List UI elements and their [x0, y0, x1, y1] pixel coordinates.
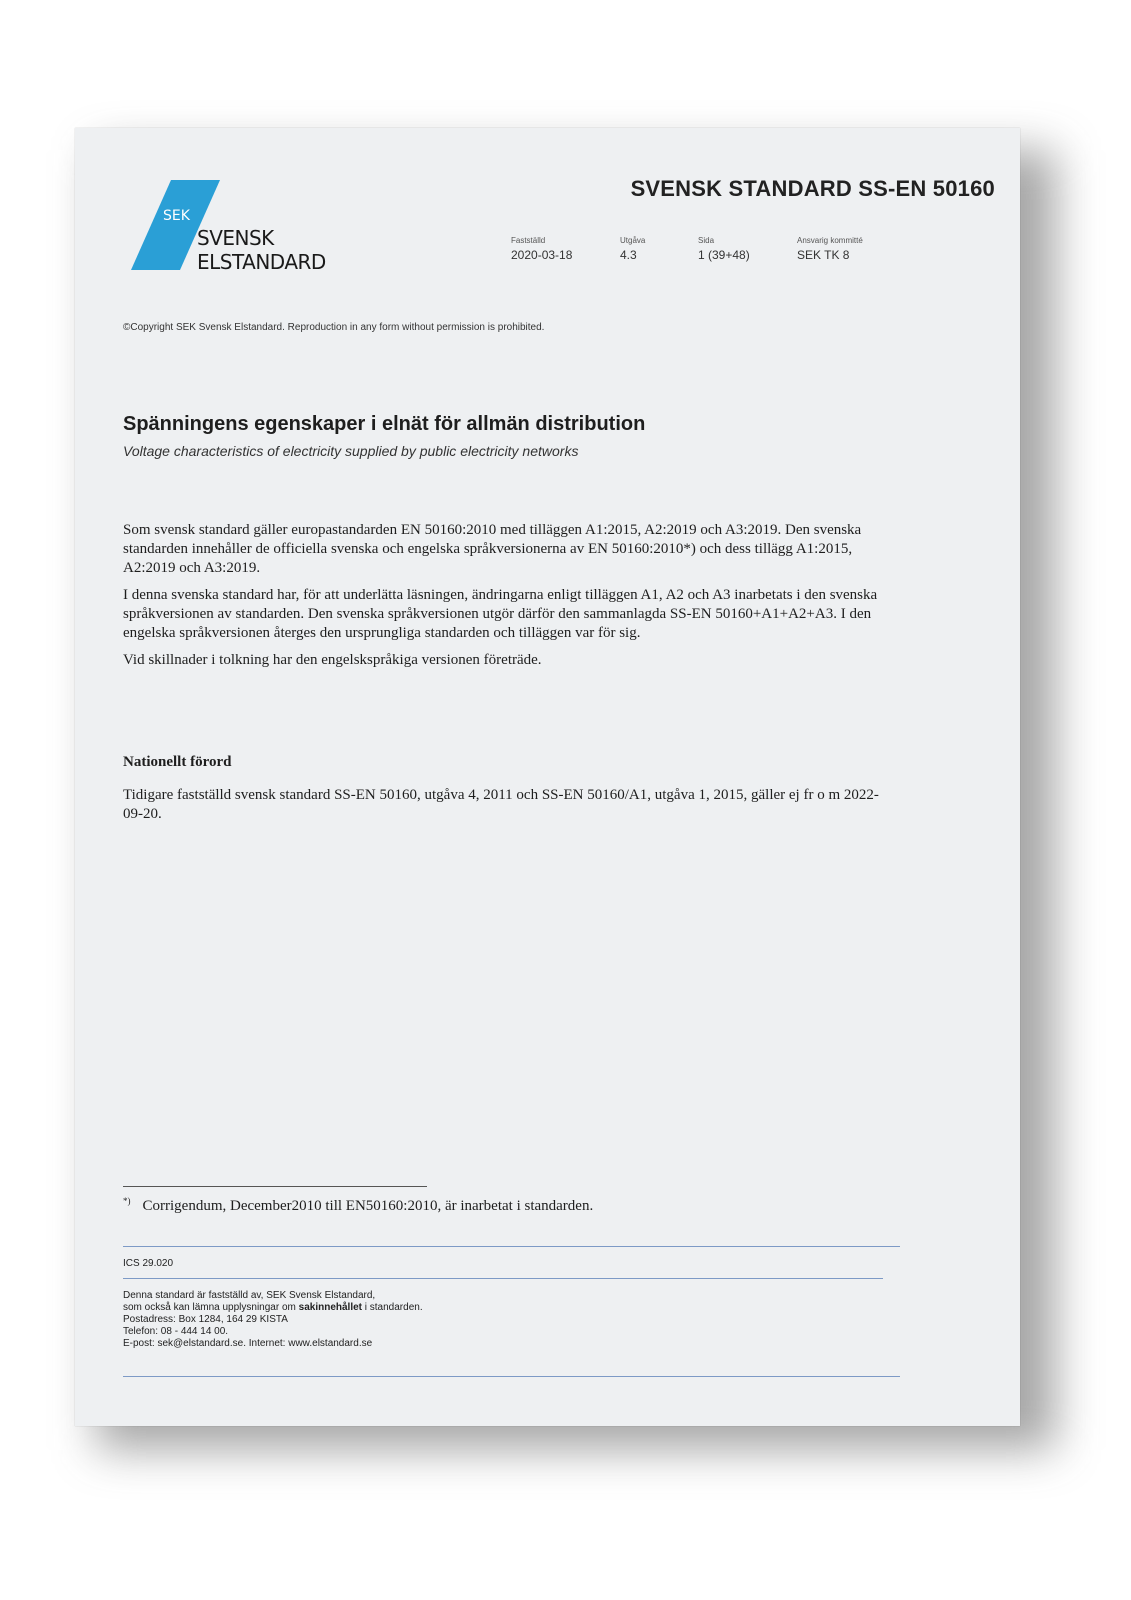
- meta-page: [698, 236, 750, 262]
- footer-divider: [123, 1376, 900, 1377]
- footer-line: Denna standard är fastställd av, SEK Svensk Elstandard,: [123, 1290, 376, 1301]
- footnote: [123, 1196, 593, 1215]
- meta-established: [511, 236, 572, 262]
- intro-paragraph: Vid skillnader i tolkning har den engelskspråkiga versionen företräde.: [123, 652, 542, 668]
- logo-elstandard-text: ELSTANDARD: [197, 250, 326, 274]
- intro-paragraph: Som svensk standard gäller europastandarden EN 50160:2010 med tilläggen A1:2015, A2:2019 och A3:2019. Den svenska standarden innehåller de officiella svenska och engelska språkversionerna av EN 50160:2010*) och dess tillägg A1:2015, A2:2019 och A3:2019.: [123, 522, 862, 576]
- foreword-text: [123, 786, 883, 832]
- logo-svensk-text: SVENSK: [197, 226, 274, 250]
- footnote-divider: [123, 1186, 427, 1187]
- footer-divider: [123, 1278, 883, 1279]
- footnote-text: Corrigendum, December2010 till EN50160:2010, är inarbetat i standarden.: [142, 1198, 594, 1214]
- meta-edition: [620, 236, 645, 262]
- meta-label: Sida: [698, 236, 715, 245]
- meta-committee: [797, 236, 863, 262]
- sek-logo: [131, 180, 331, 280]
- footer-line: E-post: sek@elstandard.se. Internet: www.elstandard.se: [123, 1338, 373, 1349]
- document-subtitle: Voltage characteristics of electricity supplied by public electricity networks: [123, 443, 579, 459]
- standard-title: SVENSK STANDARD SS-EN 50160: [630, 176, 995, 201]
- intro-paragraph: I denna svenska standard har, för att underlätta läsningen, ändringarna enligt tilläggen A1, A2 och A3 inarbetats i den svenska språkversionen av standarden. Den svenska språkversionen utgör därför den sammanlagda SS-EN 50160+A1+A2+A3. I den engelska språkversionen återges den ursprungliga standarden och tilläggen var för sig.: [123, 587, 878, 641]
- footer-line: Postadress: Box 1284, 164 29 KISTA: [123, 1314, 288, 1325]
- footnote-mark: *): [123, 1196, 131, 1206]
- footer-bold-text: sakinnehållet: [298, 1302, 362, 1313]
- document-page: [75, 128, 1020, 1426]
- intro-text: [123, 521, 883, 678]
- meta-label: Ansvarig kommitté: [797, 236, 863, 245]
- footer-line: Telefon: 08 - 444 14 00.: [123, 1326, 229, 1337]
- footer-text: i standarden.: [362, 1302, 423, 1313]
- footer-divider: [123, 1246, 900, 1247]
- meta-value: 1 (39+48): [698, 248, 750, 262]
- logo-sek-text: SEK: [163, 208, 190, 224]
- ics-code: ICS 29.020: [123, 1258, 174, 1269]
- meta-value: 4.3: [620, 248, 637, 262]
- document-title: Spänningens egenskaper i elnät för allmän distribution: [123, 413, 646, 435]
- footer-text: som också kan lämna upplysningar om: [123, 1302, 299, 1313]
- meta-value: SEK TK 8: [797, 248, 850, 262]
- meta-value: 2020-03-18: [511, 248, 573, 262]
- footer-line: [123, 1302, 423, 1314]
- foreword-paragraph: Tidigare fastställd svensk standard SS-EN 50160, utgåva 4, 2011 och SS-EN 50160/A1, utgåva 1, 2015, gäller ej fr o m 2022-09-20.: [123, 787, 879, 822]
- meta-label: Utgåva: [620, 236, 646, 245]
- copyright-notice: ©Copyright SEK Svensk Elstandard. Reproduction in any form without permission is prohibited.: [123, 322, 545, 333]
- foreword-heading: Nationellt förord: [123, 754, 232, 770]
- footer-contact-info: [123, 1290, 423, 1350]
- meta-label: Fastställd: [511, 236, 546, 245]
